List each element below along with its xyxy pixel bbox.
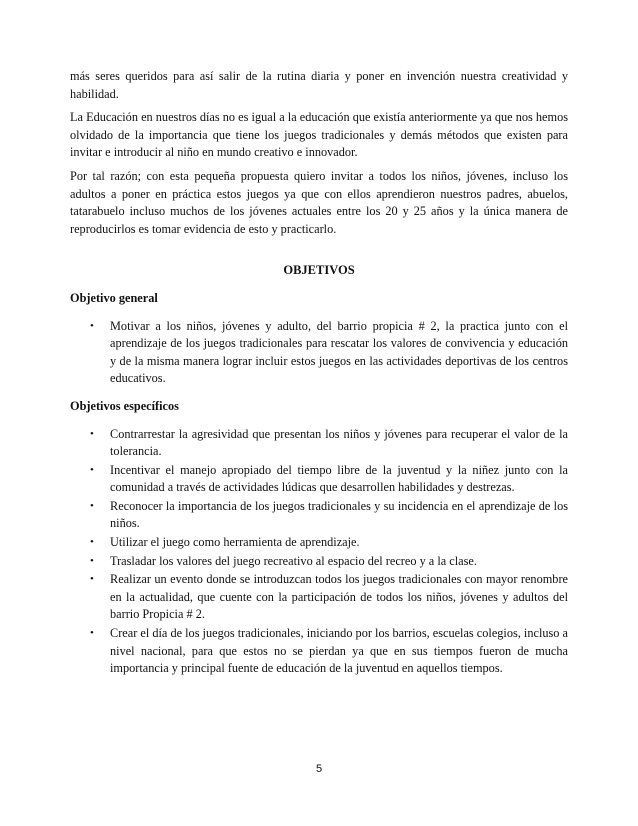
page-number: 5	[315, 763, 323, 775]
list-item-text: Reconocer la importancia de los juegos tradicionales y su incidencia en el aprendizaje de los niños.	[110, 498, 568, 531]
list-item	[70, 426, 568, 461]
list-item	[70, 534, 568, 552]
list-item-text: Contrarrestar la agresividad que presentan los niños y jóvenes para recuperar el valor de la tolerancia.	[110, 426, 568, 459]
list-item	[70, 553, 568, 571]
bullet-icon: •	[90, 427, 94, 440]
specific-objectives-list	[70, 426, 568, 678]
list-item	[70, 571, 568, 624]
list-item	[70, 625, 568, 678]
list-item-text: Realizar un evento donde se introduzcan todos los juegos tradicionales con mayor renombre en la actualidad, que cuente con la participación de todos los niños, jóvenes y adultos del barrio Propicia # 2.	[110, 572, 568, 622]
list-item	[70, 498, 568, 533]
specific-objectives-title: Objetivos específicos	[70, 398, 179, 413]
general-objective-list	[70, 318, 568, 388]
bullet-icon: •	[90, 536, 94, 549]
bullet-icon: •	[90, 627, 94, 640]
paragraph-continuation: más seres queridos para así salir de la rutina diaria y poner en invención nuestra creatividad y habilidad.	[70, 69, 568, 101]
bullet-icon: •	[90, 463, 94, 476]
objectives-heading: OBJETIVOS	[283, 263, 355, 278]
document-page	[70, 68, 568, 688]
list-item	[70, 318, 568, 388]
bullet-icon: •	[90, 573, 94, 586]
list-item-text: Incentivar el manejo apropiado del tiempo libre de la juventud y la niñez junto con la comunidad a través de actividades lúdicas que desarrollen habilidades y destrezas.	[110, 462, 568, 495]
paragraph-education: La Educación en nuestros días no es igual a la educación que existía anteriormente ya que nos hemos olvidado de la importancia que tiene los juegos tradicionales y demás métodos que existen para invitar e introducir al niño en mundo creativo e innovador.	[70, 110, 568, 160]
general-objective-title: Objetivo general	[70, 290, 158, 305]
list-item	[70, 462, 568, 497]
bullet-icon: •	[90, 499, 94, 512]
bullet-icon: •	[90, 319, 94, 332]
list-item-text: Crear el día de los juegos tradicionales, iniciando por los barrios, escuelas colegios, incluso a nivel nacional, para que estos no se pierdan ya que en sus tiempos fueron de mucha importancia y principal fuente de educación de la juventud en aquellos tiempos.	[110, 626, 568, 676]
list-item-text: Utilizar el juego como herramienta de aprendizaje.	[110, 535, 360, 550]
paragraph-proposal: Por tal razón; con esta pequeña propuesta quiero invitar a todos los niños, jóvenes, incluso los adultos a poner en práctica estos juegos ya que con ellos aprendieron nuestros padres, abuelos, tatarabuelo incluso muchos de los jóvenes actuales entre los 20 y 25 años y la única manera de reproducirlos es tomar evidencia de esto y practicarlo.	[70, 168, 568, 236]
list-item-text: Trasladar los valores del juego recreativo al espacio del recreo y a la clase.	[110, 553, 477, 568]
list-item-text: Motivar a los niños, jóvenes y adulto, del barrio propicia # 2, la practica junto con el aprendizaje de los juegos tradicionales para rescatar los valores de convivencia y educación y de la misma manera lograr incluir estos juegos en las actividades deportivas de los centros educativos.	[110, 318, 568, 386]
bullet-icon: •	[90, 554, 94, 567]
